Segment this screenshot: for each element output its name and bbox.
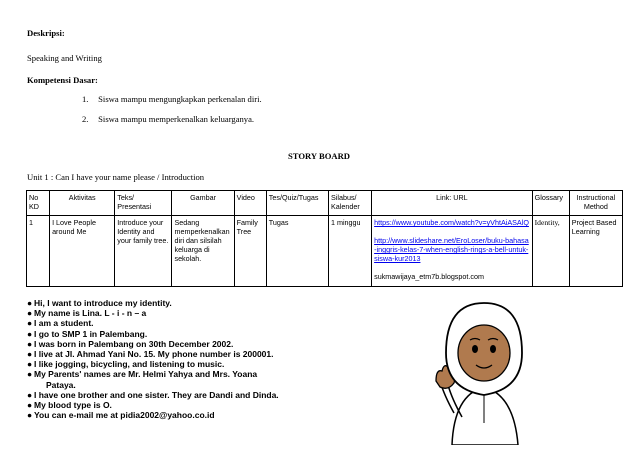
list-item: ● I go to SMP 1 in Palembang. [27, 328, 148, 339]
header-tes: Tes/Quiz/Tugas [266, 191, 328, 216]
list-item: ● My Parents' names are Mr. Helmi Yahya and Mrs. Yoana [27, 369, 258, 380]
cell-method: Project Based Learning [569, 216, 622, 287]
storyboard-title: STORY BOARD [287, 151, 350, 161]
kompetensi-item: 2. Siswa mampu memperkenalkan keluarganya. [82, 114, 255, 124]
header-no-kd: No KD [27, 191, 50, 216]
cell-tes: Tugas [266, 216, 328, 287]
header-method: Instructional Method [569, 191, 622, 216]
header-glossary: Glossary [532, 191, 569, 216]
list-item-continuation: Pataya. [46, 379, 76, 390]
cell-gambar: Sedang memperkenalkan diri dan silsilah keluarga di sekolah. [172, 216, 234, 287]
list-item: ● I live at Jl. Ahmad Yani No. 15. My phone number is 200001. [27, 349, 274, 360]
list-item: ● I am a student. [27, 318, 94, 329]
list-item: ● My blood type is O. [27, 400, 112, 411]
deskripsi-label: Deskripsi: [27, 28, 65, 38]
list-item: ● You can e-mail me at pidia2002@yahoo.co.id [27, 410, 215, 421]
kompetensi-label: Kompetensi Dasar: [27, 75, 98, 85]
hijab-girl-illustration [434, 295, 534, 445]
table-header-row [27, 191, 623, 216]
table-row [27, 216, 623, 287]
cell-silabus: 1 minggu [328, 216, 371, 287]
cell-no: 1 [27, 216, 50, 287]
youtube-link[interactable]: https://www.youtube.com/watch?v=yVhtAiASAlQ [374, 218, 529, 227]
header-aktivitas: Aktivitas [50, 191, 115, 216]
list-item: ● Hi, I want to introduce my identity. [27, 298, 172, 308]
storyboard-table [26, 190, 623, 287]
skill-text: Speaking and Writing [27, 53, 102, 63]
list-item: ● I was born in Palembang on 30th December 2002. [27, 338, 234, 349]
blog-link-text: sukmawijaya_etm7b.blogspot.com [374, 272, 484, 281]
cell-links [372, 216, 533, 287]
cell-aktivitas: I Love People around Me [50, 216, 115, 287]
unit-line: Unit 1 : Can I have your name please / Introduction [27, 172, 205, 182]
header-video: Video [234, 191, 266, 216]
list-item: ● I have one brother and one sister. They are Dandi and Dinda. [27, 389, 279, 400]
slideshare-link[interactable]: http://www.slideshare.net/EroLoser/buku-bahasa-inggris-kelas-7-when-english-rings-a-bell-untuk-siswa-kur2013 [374, 236, 529, 263]
header-silabus: Silabus/ Kalender [328, 191, 371, 216]
cell-video: Family Tree [234, 216, 266, 287]
kompetensi-item: 1. Siswa mampu mengungkapkan perkenalan diri. [82, 94, 262, 104]
list-item: ● My name is Lina. L - i - n – a [27, 308, 147, 319]
cell-glossary: Identity, [532, 216, 569, 287]
kompetensi-list [82, 93, 262, 133]
list-item: ● I like jogging, bicycling, and listening to music. [27, 359, 225, 370]
header-link: Link: URL [372, 191, 533, 216]
identity-bullets [27, 298, 417, 420]
header-teks: Teks/ Presentasi [115, 191, 172, 216]
header-gambar: Gambar [172, 191, 234, 216]
cell-teks: Introduce your Identity and your family tree. [115, 216, 172, 287]
